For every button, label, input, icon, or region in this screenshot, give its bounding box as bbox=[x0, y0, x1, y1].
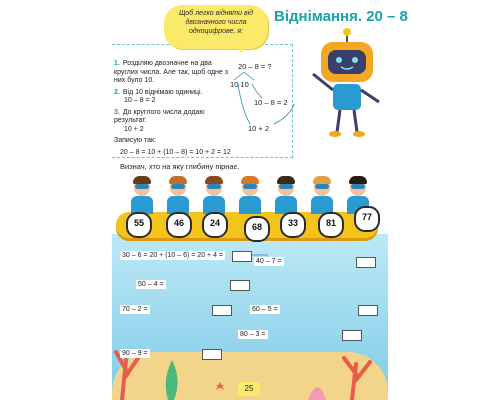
step-3-eq: 10 + 2 bbox=[124, 125, 144, 133]
depth-badge-1: 55 bbox=[126, 212, 152, 238]
depth-badge-7: 77 bbox=[354, 206, 380, 232]
scheme-line-1: 20 – 8 = ? bbox=[238, 62, 272, 71]
answer-box-6[interactable] bbox=[342, 330, 362, 341]
scheme-line-2: 10 10 bbox=[230, 80, 249, 89]
step-2-eq: 10 – 8 = 2 bbox=[124, 97, 156, 104]
scheme-line-4: 10 + 2 bbox=[248, 124, 270, 133]
task-instruction: Визнач, хто на яку глибину пірнає. bbox=[120, 162, 240, 171]
answer-box-1[interactable] bbox=[232, 251, 252, 262]
bubble-text: Щоб легко відняти від двозначного числа одноцифрове, я: bbox=[178, 10, 254, 35]
scheme-arrows bbox=[224, 70, 304, 130]
record-equation: 20 – 8 = 10 + (10 – 8) = 10 + 2 = 12 bbox=[120, 148, 231, 156]
diver-4 bbox=[236, 178, 264, 218]
depth-badge-2: 46 bbox=[166, 212, 192, 238]
answer-box-7[interactable] bbox=[202, 349, 222, 360]
step-1: 1. Розділяю двозначне на два круглих числа. Але так, щоб одне з них було 10. bbox=[114, 60, 228, 84]
example-6: 80 – 3 = bbox=[240, 331, 266, 338]
answer-box-3[interactable] bbox=[230, 280, 250, 291]
robot-illustration bbox=[307, 28, 385, 138]
depth-badge-5: 33 bbox=[280, 212, 306, 238]
bubble-tail bbox=[234, 45, 248, 53]
steps-list bbox=[114, 60, 234, 160]
step-3: 3. До круглого числа додаю результат. 10 + 2 bbox=[114, 109, 234, 135]
depth-badge-6: 81 bbox=[318, 212, 344, 238]
example-2: 40 – 7 = bbox=[256, 258, 282, 265]
example-3: 50 – 4 = bbox=[138, 281, 164, 288]
textbook-page bbox=[112, 0, 408, 400]
example-5: 60 – 5 = bbox=[252, 306, 278, 313]
answer-box-4[interactable] bbox=[212, 305, 232, 316]
example-4: 70 – 2 = bbox=[122, 306, 148, 313]
scheme-line-3: 10 – 8 = 2 bbox=[254, 98, 288, 107]
speech-bubble bbox=[164, 5, 268, 49]
page-title: Віднімання. 20 – 8 bbox=[274, 8, 408, 25]
page-number: 25 bbox=[238, 382, 260, 396]
example-7: 90 – 9 = bbox=[122, 350, 148, 357]
record-label: Записую так: bbox=[114, 137, 157, 144]
answer-box-5[interactable] bbox=[358, 305, 378, 316]
depth-badge-3: 24 bbox=[202, 212, 228, 238]
depth-badge-4: 68 bbox=[244, 216, 270, 242]
example-1: 30 – 6 = 20 + (10 – 6) = 20 + 4 = bbox=[122, 252, 223, 259]
step-2: 2. Від 10 віднімаю одиниці. 10 – 8 = 2 bbox=[114, 89, 234, 106]
answer-box-2[interactable] bbox=[356, 257, 376, 268]
